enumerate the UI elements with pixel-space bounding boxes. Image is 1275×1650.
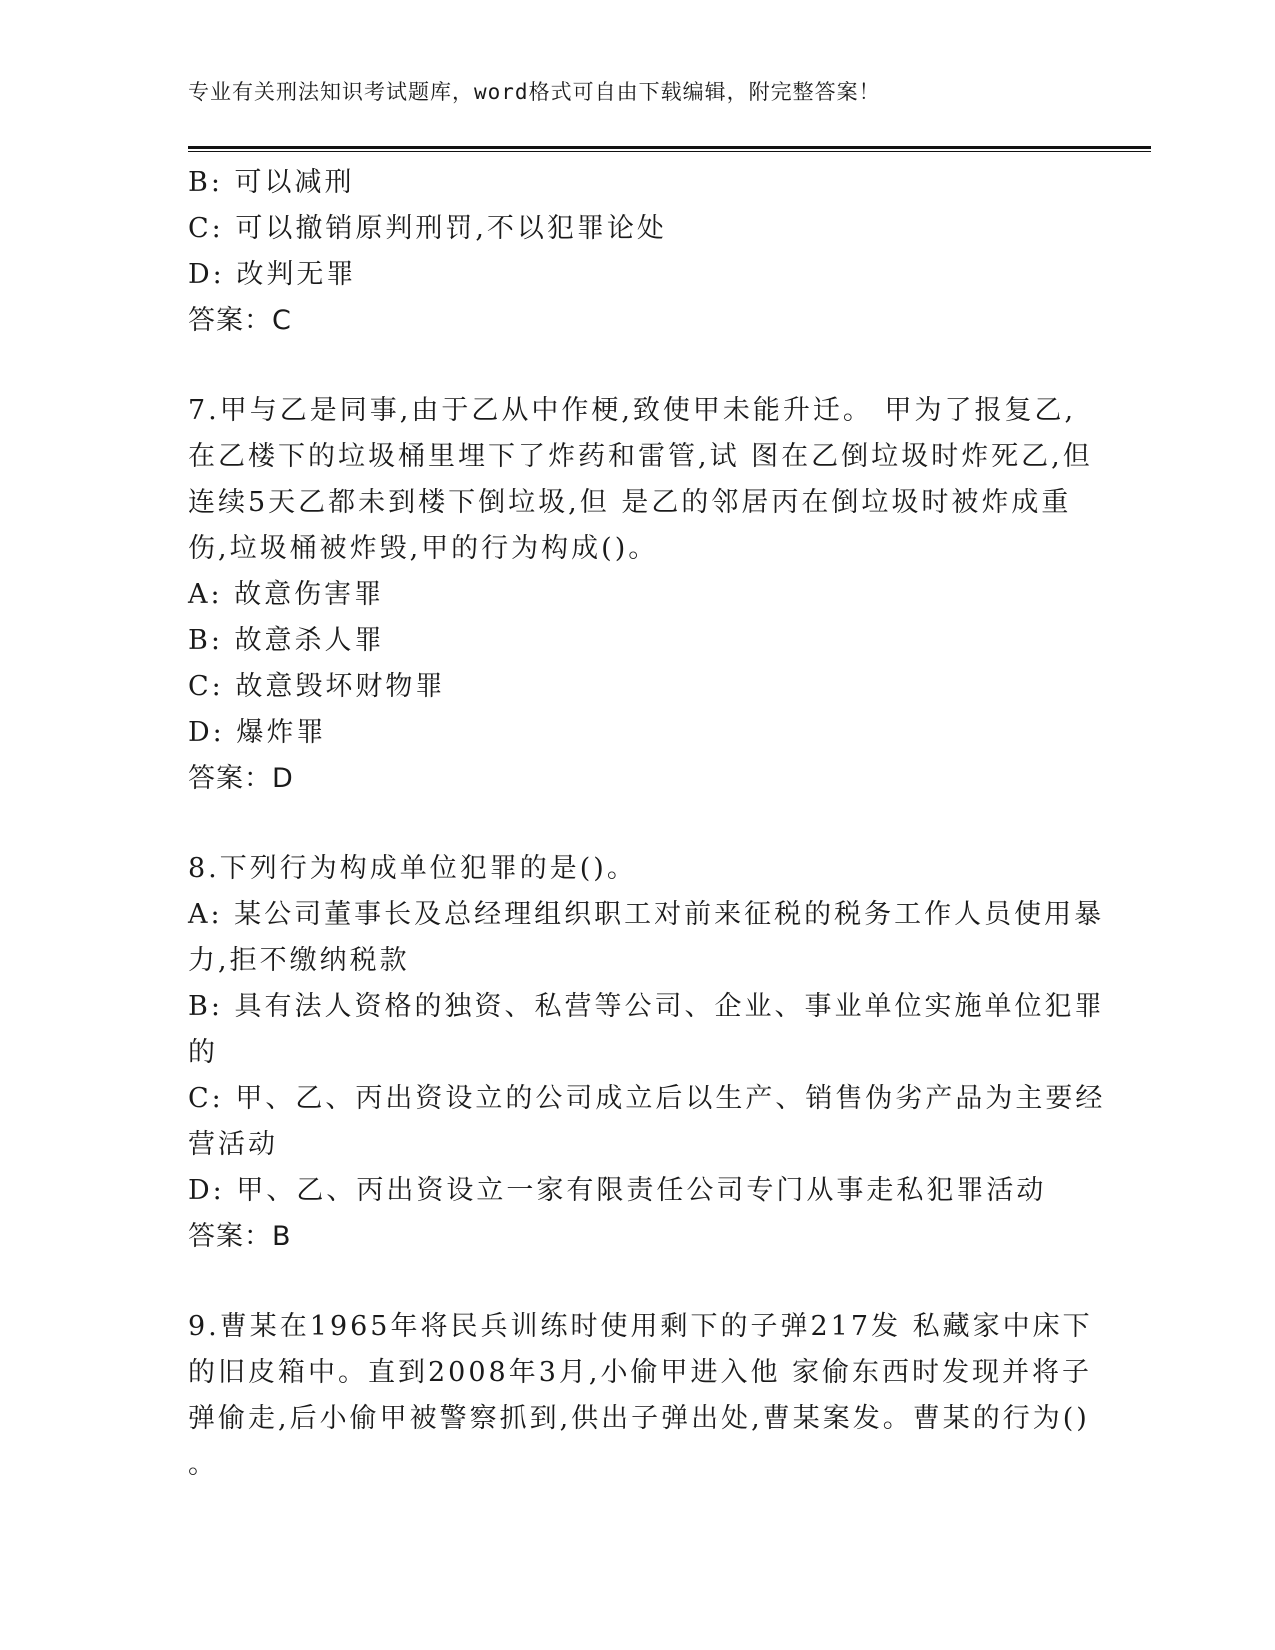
answer-line: 答案：D (188, 763, 294, 794)
option-c: C: 甲、乙、丙出资设立的公司成立后以生产、销售伪劣产品为主要经 (188, 1083, 1106, 1114)
question-text-line: 。 (188, 1449, 218, 1480)
option-c-continued: 营活动 (188, 1129, 278, 1160)
header-rule (188, 146, 1151, 149)
answer-line: 答案：C (188, 305, 292, 336)
option-a: A: 故意伤害罪 (188, 579, 385, 610)
option-d: D: 改判无罪 (188, 259, 357, 290)
page-header: 专业有关刑法知识考试题库，word格式可自由下载编辑，附完整答案！ (188, 80, 881, 104)
question-text-line: 8.下列行为构成单位犯罪的是()。 (188, 853, 637, 884)
option-d: D: 甲、乙、丙出资设立一家有限责任公司专门从事走私犯罪活动 (188, 1175, 1047, 1206)
question-text-line: 连续5天乙都未到楼下倒垃圾,但 是乙的邻居丙在倒垃圾时被炸成重 (188, 487, 1072, 518)
option-a-continued: 力,拒不缴纳税款 (188, 945, 410, 976)
option-d: D: 爆炸罪 (188, 717, 327, 748)
question-text-line: 伤,垃圾桶被炸毁,甲的行为构成()。 (188, 533, 659, 564)
option-c: C: 可以撤销原判刑罚,不以犯罪论处 (188, 213, 667, 244)
option-b: B: 故意杀人罪 (188, 625, 385, 656)
question-text-line: 弹偷走,后小偷甲被警察抓到,供出子弹出处,曹某案发。曹某的行为() (188, 1403, 1090, 1434)
question-text-line: 9.曹某在1965年将民兵训练时使用剩下的子弹217发 私藏家中床下 (188, 1311, 1093, 1342)
question-text-line: 在乙楼下的垃圾桶里埋下了炸药和雷管,试 图在乙倒垃圾时炸死乙,但 (188, 441, 1093, 472)
answer-line: 答案：B (188, 1221, 292, 1252)
question-9 (188, 1304, 1093, 1488)
question-text-line: 7.甲与乙是同事,由于乙从中作梗,致使甲未能升迁。 甲为了报复乙, (188, 395, 1077, 426)
question-7 (188, 388, 1093, 802)
option-c: C: 故意毁坏财物罪 (188, 671, 446, 702)
question-text-line: 的旧皮箱中。直到2008年3月,小偷甲进入他 家偷东西时发现并将子 (188, 1357, 1093, 1388)
document-body (188, 160, 1106, 1488)
option-b: B: 具有法人资格的独资、私营等公司、企业、事业单位实施单位犯罪 (188, 991, 1105, 1022)
option-b: B: 可以减刑 (188, 167, 355, 198)
option-b-continued: 的 (188, 1037, 218, 1068)
option-a: A: 某公司董事长及总经理组织职工对前来征税的税务工作人员使用暴 (188, 899, 1105, 930)
question-8 (188, 846, 1106, 1260)
header-rule-thin (188, 151, 1151, 152)
